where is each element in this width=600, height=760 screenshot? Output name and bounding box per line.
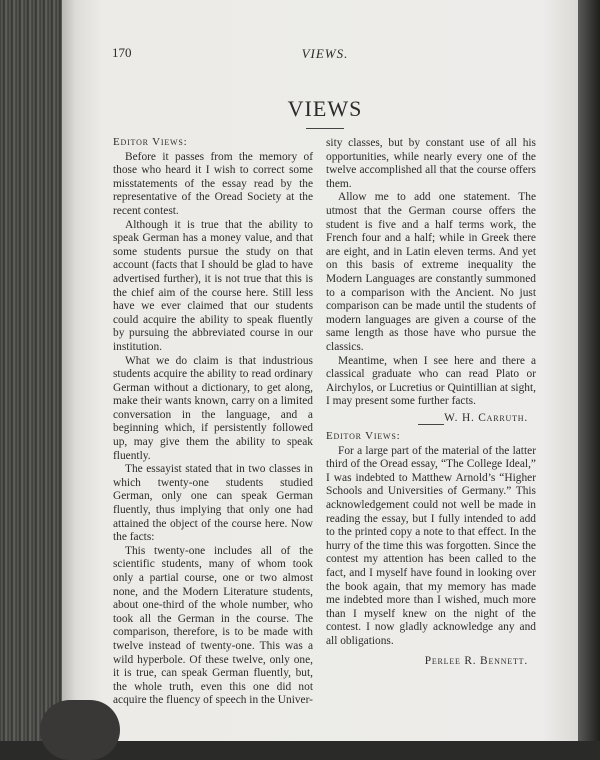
paragraph: Although it is true that the ability to speak German has a money value, and that some students pursue the study on that account (facts that I should be glad to have advertised further), it is not true that this is the chief aim of the course here. Still less have we ever claimed that our students could acquire the ability to speak fluently by pursuing the abbreviated course in our institution. (113, 218, 313, 353)
section-rule (418, 424, 444, 425)
letter2-column (326, 430, 536, 668)
page-number: 170 (112, 45, 132, 60)
paragraph: The essayist stated that in two classes in which twenty-one students studied German, only one can speak German fluently, thus implying that only one had attained the object of the course here. Now the facts: (113, 463, 313, 544)
paragraph: Meantime, when I see here and there a classical graduate who can read Plato or Airchylos, or Lucretius or Quintillian at sight, I may present some further facts. (326, 354, 536, 408)
page-title: VIEWS (287, 96, 363, 121)
paragraph: For a large part of the material of the latter third of the Oread essay, “The College Ideal,” I was indebted to Matthew Arnold’s “Higher Schools and Universities of Germany.” This acknowledgement could not well be made in reading the essay, but I fully intended to add to the printed copy a note to that effect. In the hurry of the time this was forgotten. Since the contest my attention has been called to the fact, and I myself have found in looking over the book again, that my memory has made me indebted more than I wished, much more than I myself knew on the night of the contest. I now gladly acknowledge any and all obligations. (326, 444, 536, 647)
running-head: VIEWS. (301, 46, 349, 61)
letter2-signature: Perlee R. Bennett. (424, 654, 528, 667)
letter1-column-left (113, 136, 313, 708)
thumb (40, 700, 120, 760)
letter1-heading: Editor Views: (113, 136, 188, 148)
paragraph-part1: This twenty-one includes all of the scientific students, many of whom took only a partial course, one or two almost none, and the Modern Literature students, about one-third of the whole number, who took all the German in the course. The comparison, therefore, is to be made with twelve instead of twenty-one. This was a wild hyperbole. Of these twelve, only one, it is true, can speak German fluently, but, the whole truth, even this one did not acquire the fluency of speech in the Univer- (113, 544, 313, 707)
paragraph-part2: sity classes, but by constant use of all his opportunities, while nearly every one of the twelve accomplished all that the course offers them. (326, 137, 536, 190)
paragraph: Before it passes from the memory of those who heard it I wish to correct some misstatements of the essay read by the representative of the Oread Society at the recent contest. (113, 150, 313, 217)
title-rule (306, 128, 344, 129)
letter1-signature: W. H. Carruth. (444, 411, 528, 424)
paragraph: What we do claim is that industrious students acquire the ability to read ordinary German without a dictionary, to get along, make their wants known, carry on a limited conversation in the language, and a beginning which, if persistently followed up, may give them the ability to speak fluently. (113, 354, 313, 462)
letter2-heading: Editor Views: (326, 430, 401, 442)
paragraph: Allow me to add one statement. The utmost that the German course offers the student is five and a half terms work, the French four and a half; while in Greek there are eight, and in Latin eleven terms. And yet on this basis of extreme inequality the Modern Languages are constantly summoned to a comparison with the Ancient. No just comparison can be made until the students of modern languages are given a course of the same length as those have who pursue the classics. (326, 191, 536, 353)
letter1-column-right (326, 137, 536, 425)
